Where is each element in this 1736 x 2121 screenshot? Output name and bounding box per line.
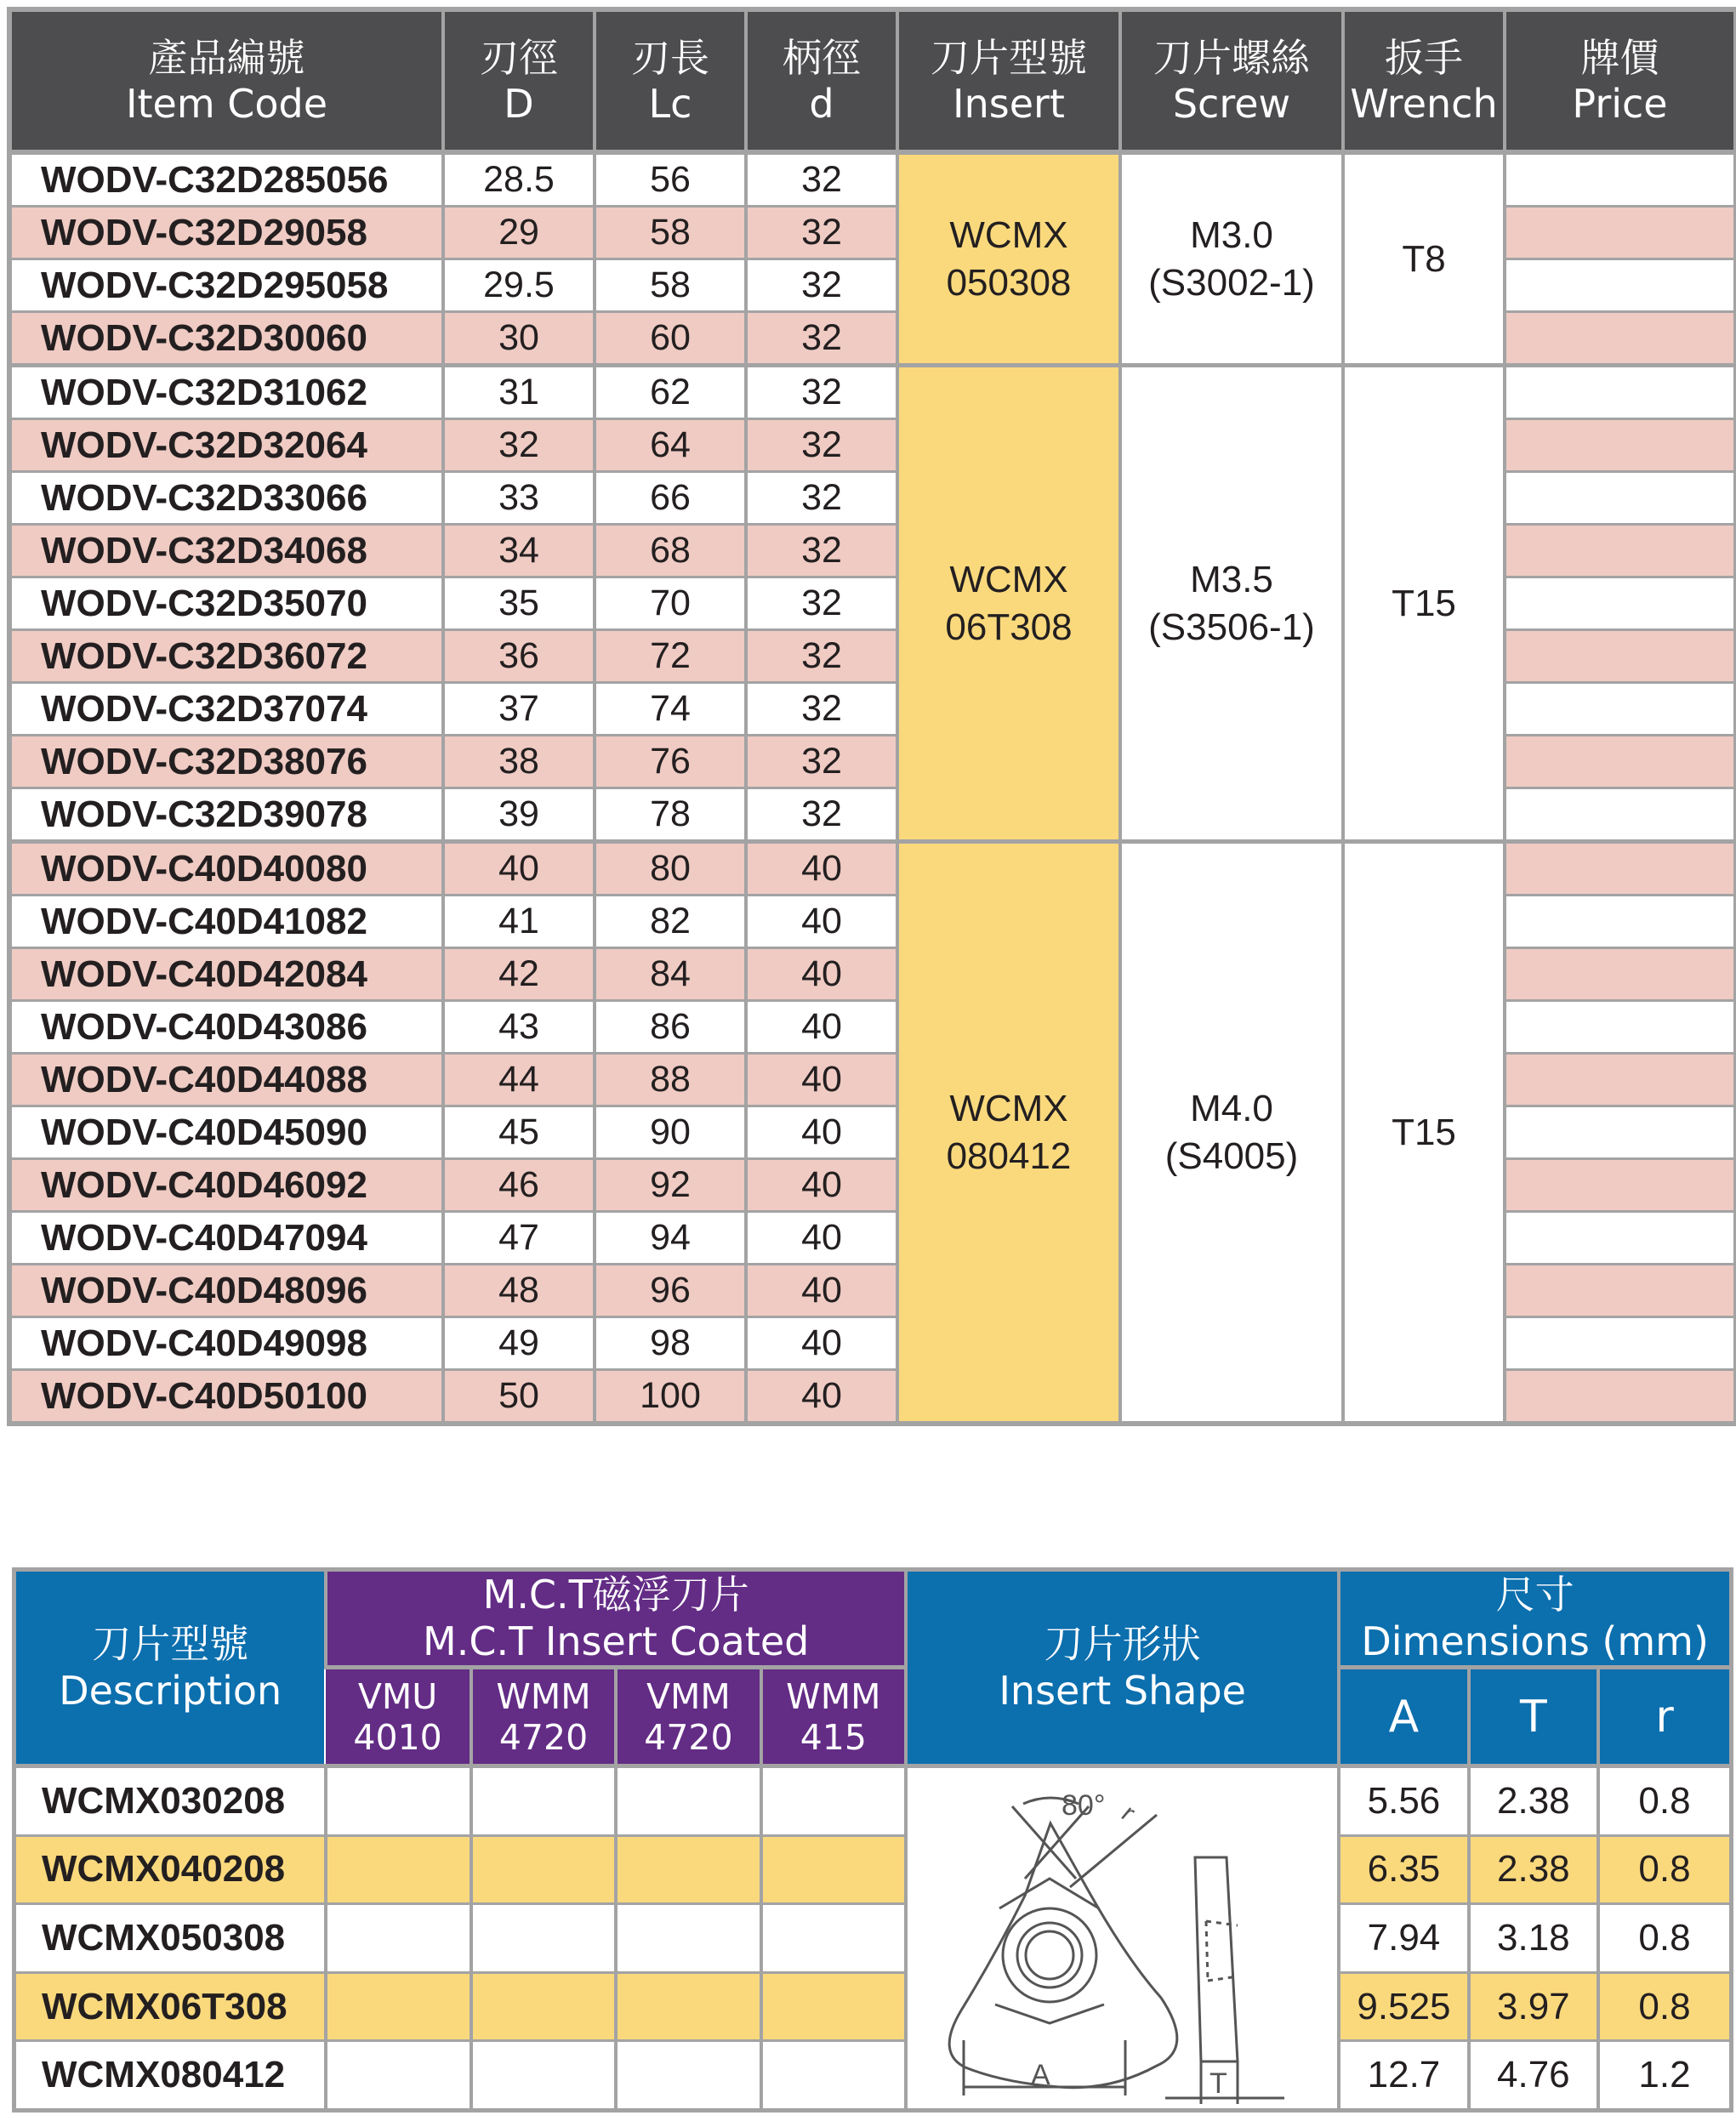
shank-cell: 32: [746, 472, 897, 525]
price-cell: [1505, 1317, 1736, 1370]
shank-cell: 40: [746, 1054, 897, 1106]
grade-cell: [471, 2041, 616, 2111]
price-cell: [1505, 525, 1736, 577]
item-code-cell: WODV-C40D40080: [9, 842, 443, 896]
dim-t-cell: 3.97: [1469, 1972, 1598, 2041]
diameter-cell: 44: [443, 1054, 595, 1106]
shank-cell: 32: [746, 736, 897, 788]
diameter-cell: 43: [443, 1001, 595, 1054]
shank-cell: 40: [746, 1106, 897, 1159]
grade-cell: [326, 2041, 470, 2111]
diameter-cell: 30: [443, 312, 595, 366]
diameter-cell: 28.5: [443, 152, 595, 207]
item-code-cell: WODV-C32D34068: [9, 525, 443, 577]
milling-cutter-spec-table: [7, 7, 1736, 1426]
radius-label: r: [1115, 1800, 1141, 1827]
grade-cell: [616, 1904, 760, 1973]
price-cell: [1505, 259, 1736, 312]
grade-cell: [471, 1904, 616, 1973]
length-cell: 84: [595, 948, 746, 1001]
wrench-cell: T15: [1343, 842, 1505, 1424]
price-cell: [1505, 1212, 1736, 1265]
price-cell: [1505, 1265, 1736, 1317]
dim-a-cell: 5.56: [1339, 1766, 1468, 1836]
dim-r-cell: 1.2: [1598, 2041, 1731, 2111]
dim-a-cell: 9.525: [1339, 1972, 1468, 2041]
price-cell: [1505, 1106, 1736, 1159]
dim-t-cell: 2.38: [1469, 1835, 1598, 1904]
length-cell: 70: [595, 577, 746, 630]
grade-cell: [761, 1835, 906, 1904]
insert-code-cell: WCMX040208: [14, 1835, 327, 1904]
item-code-cell: WODV-C32D33066: [9, 472, 443, 525]
header-grade-wmm4720: WMM 4720: [471, 1668, 616, 1766]
insert-cell-line2: 06T308: [945, 606, 1073, 648]
price-cell: [1505, 366, 1736, 419]
header-screw: 刀片螺絲 Screw: [1120, 9, 1343, 152]
diameter-cell: 46: [443, 1159, 595, 1212]
price-cell: [1505, 1370, 1736, 1424]
price-cell: [1505, 419, 1736, 472]
price-cell: [1505, 1054, 1736, 1106]
diameter-cell: 42: [443, 948, 595, 1001]
spec-table-header-row: [9, 9, 1736, 152]
angle-label: 80°: [1061, 1789, 1106, 1822]
grade-cell: [761, 2041, 906, 2111]
shank-cell: 32: [746, 366, 897, 419]
diameter-cell: 37: [443, 683, 595, 736]
shank-cell: 40: [746, 1001, 897, 1054]
table-row: [14, 2041, 1732, 2111]
grade-cell: [471, 1835, 616, 1904]
header-insert-shape: 刀片形狀 Insert Shape: [906, 1570, 1339, 1766]
dim-a-cell: 7.94: [1339, 1904, 1468, 1973]
diameter-cell: 39: [443, 788, 595, 842]
length-cell: 66: [595, 472, 746, 525]
shank-cell: 40: [746, 896, 897, 948]
dim-a-cell: 12.7: [1339, 2041, 1468, 2111]
header-price: 牌價 Price: [1505, 9, 1736, 152]
shank-cell: 32: [746, 419, 897, 472]
item-code-cell: WODV-C32D39078: [9, 788, 443, 842]
price-cell: [1505, 896, 1736, 948]
item-code-cell: WODV-C32D32064: [9, 419, 443, 472]
item-code-cell: WODV-C40D41082: [9, 896, 443, 948]
length-cell: 56: [595, 152, 746, 207]
item-code-cell: WODV-C32D38076: [9, 736, 443, 788]
length-cell: 82: [595, 896, 746, 948]
screw-cell: [1120, 366, 1343, 842]
header-shank-diameter: 柄徑 d: [746, 9, 897, 152]
shank-cell: 32: [746, 259, 897, 312]
shank-cell: 40: [746, 1159, 897, 1212]
length-cell: 64: [595, 419, 746, 472]
dim-r-cell: 0.8: [1598, 1766, 1731, 1836]
insert-cell: [897, 366, 1120, 842]
length-cell: 100: [595, 1370, 746, 1424]
grade-cell: [326, 1835, 470, 1904]
length-cell: 72: [595, 630, 746, 683]
diameter-cell: 47: [443, 1212, 595, 1265]
header-description: 刀片型號 Description: [14, 1570, 327, 1766]
diameter-cell: 33: [443, 472, 595, 525]
screw-cell-line2: (S4005): [1164, 1134, 1299, 1177]
header-grade-vmu4010: VMU 4010: [326, 1668, 470, 1766]
diameter-cell: 36: [443, 630, 595, 683]
diameter-cell: 48: [443, 1265, 595, 1317]
diameter-cell: 29.5: [443, 259, 595, 312]
item-code-cell: WODV-C32D295058: [9, 259, 443, 312]
shank-cell: 40: [746, 842, 897, 896]
grade-cell: [471, 1766, 616, 1836]
price-cell: [1505, 788, 1736, 842]
item-code-cell: WODV-C32D36072: [9, 630, 443, 683]
item-code-cell: WODV-C40D42084: [9, 948, 443, 1001]
shank-cell: 40: [746, 1265, 897, 1317]
grade-cell: [761, 1904, 906, 1973]
grade-cell: [761, 1972, 906, 2041]
length-cell: 90: [595, 1106, 746, 1159]
header-wrench: 扳手 Wrench: [1343, 9, 1505, 152]
shank-cell: 32: [746, 152, 897, 207]
length-cell: 86: [595, 1001, 746, 1054]
length-cell: 80: [595, 842, 746, 896]
price-cell: [1505, 577, 1736, 630]
length-cell: 60: [595, 312, 746, 366]
insert-spec-table: [12, 1567, 1733, 2112]
item-code-cell: WODV-C40D43086: [9, 1001, 443, 1054]
item-code-cell: WODV-C40D49098: [9, 1317, 443, 1370]
header-mct-coated: M.C.T磁浮刀片 M.C.T Insert Coated: [326, 1570, 906, 1668]
table-row: [9, 842, 1736, 896]
dim-a-cell: 6.35: [1339, 1835, 1468, 1904]
grade-cell: [616, 2041, 760, 2111]
shank-cell: 32: [746, 525, 897, 577]
diameter-cell: 32: [443, 419, 595, 472]
shank-cell: 40: [746, 1317, 897, 1370]
shank-cell: 32: [746, 683, 897, 736]
diameter-cell: 49: [443, 1317, 595, 1370]
diameter-cell: 34: [443, 525, 595, 577]
diameter-cell: 38: [443, 736, 595, 788]
price-cell: [1505, 683, 1736, 736]
dim-r-cell: 0.8: [1598, 1904, 1731, 1973]
grade-cell: [616, 1766, 760, 1836]
dim-t-cell: 3.18: [1469, 1904, 1598, 1973]
insert-cell-line1: WCMX: [949, 213, 1068, 256]
screw-cell-line1: M3.5: [1190, 558, 1273, 600]
shank-cell: 40: [746, 1212, 897, 1265]
insert-table-header-row-1: [14, 1570, 1732, 1668]
shank-cell: 32: [746, 630, 897, 683]
table-row: [9, 366, 1736, 419]
dim-t-cell: 2.38: [1469, 1766, 1598, 1836]
insert-code-cell: WCMX080412: [14, 2041, 327, 2111]
header-insert: 刀片型號 Insert: [897, 9, 1120, 152]
shank-cell: 32: [746, 207, 897, 259]
header-cutting-length: 刃長 Lc: [595, 9, 746, 152]
header-grade-wmm415: WMM 415: [761, 1668, 906, 1766]
diameter-cell: 29: [443, 207, 595, 259]
dim-r-cell: 0.8: [1598, 1835, 1731, 1904]
insert-cell-line2: 080412: [946, 1134, 1072, 1177]
header-dim-a: A: [1339, 1668, 1468, 1766]
insert-code-cell: WCMX050308: [14, 1904, 327, 1973]
diameter-cell: 35: [443, 577, 595, 630]
item-code-cell: WODV-C40D46092: [9, 1159, 443, 1212]
item-code-cell: WODV-C32D29058: [9, 207, 443, 259]
table-row: [14, 1904, 1732, 1973]
insert-code-cell: WCMX030208: [14, 1766, 327, 1836]
shank-cell: 40: [746, 948, 897, 1001]
header-grade-vmm4720: VMM 4720: [616, 1668, 760, 1766]
grade-cell: [616, 1972, 760, 2041]
length-cell: 92: [595, 1159, 746, 1212]
shank-cell: 32: [746, 577, 897, 630]
item-code-cell: WODV-C32D37074: [9, 683, 443, 736]
item-code-cell: WODV-C40D47094: [9, 1212, 443, 1265]
insert-cell-line1: WCMX: [949, 558, 1068, 600]
insert-side-view: [1195, 1857, 1238, 2061]
price-cell: [1505, 842, 1736, 896]
header-item-code: 產品編號 Item Code: [9, 9, 443, 152]
length-cell: 68: [595, 525, 746, 577]
dim-t-cell: 4.76: [1469, 2041, 1598, 2111]
length-cell: 94: [595, 1212, 746, 1265]
grade-cell: [326, 1972, 470, 2041]
insert-code-cell: WCMX06T308: [14, 1972, 327, 2041]
screw-cell: [1120, 842, 1343, 1424]
price-cell: [1505, 472, 1736, 525]
price-cell: [1505, 948, 1736, 1001]
table-row: [14, 1835, 1732, 1904]
price-cell: [1505, 736, 1736, 788]
length-cell: 62: [595, 366, 746, 419]
length-cell: 76: [595, 736, 746, 788]
item-code-cell: WODV-C40D50100: [9, 1370, 443, 1424]
grade-cell: [761, 1766, 906, 1836]
grade-cell: [471, 1972, 616, 2041]
table-row: [9, 152, 1736, 207]
wrench-cell: T8: [1343, 152, 1505, 366]
item-code-cell: WODV-C40D48096: [9, 1265, 443, 1317]
insert-shape-cell: [906, 1766, 1339, 2111]
price-cell: [1505, 630, 1736, 683]
diameter-cell: 45: [443, 1106, 595, 1159]
price-cell: [1505, 152, 1736, 207]
length-cell: 98: [595, 1317, 746, 1370]
table-row: [14, 1972, 1732, 2041]
screw-cell-line2: (S3506-1): [1148, 606, 1315, 648]
header-dim-t: T: [1469, 1668, 1598, 1766]
length-cell: 96: [595, 1265, 746, 1317]
length-cell: 58: [595, 259, 746, 312]
diameter-cell: 50: [443, 1370, 595, 1424]
item-code-cell: WODV-C32D30060: [9, 312, 443, 366]
screw-cell-line2: (S3002-1): [1148, 261, 1315, 304]
table-row: [14, 1766, 1732, 1836]
grade-cell: [326, 1766, 470, 1836]
dim-r-cell: 0.8: [1598, 1972, 1731, 2041]
length-cell: 78: [595, 788, 746, 842]
price-cell: [1505, 312, 1736, 366]
radius-leader: [1070, 1815, 1157, 1887]
price-cell: [1505, 1159, 1736, 1212]
item-code-cell: WODV-C32D35070: [9, 577, 443, 630]
header-dim-r: r: [1598, 1668, 1731, 1766]
diameter-cell: 41: [443, 896, 595, 948]
diameter-cell: 31: [443, 366, 595, 419]
item-code-cell: WODV-C32D285056: [9, 152, 443, 207]
header-dimensions: 尺寸 Dimensions (mm): [1339, 1570, 1731, 1668]
insert-cell: [897, 842, 1120, 1424]
diameter-cell: 40: [443, 842, 595, 896]
price-cell: [1505, 1001, 1736, 1054]
price-cell: [1505, 207, 1736, 259]
header-cutting-diameter: 刃徑 D: [443, 9, 595, 152]
item-code-cell: WODV-C32D31062: [9, 366, 443, 419]
grade-cell: [616, 1835, 760, 1904]
screw-cell-line1: M3.0: [1190, 213, 1273, 256]
spec-table-body: [9, 152, 1736, 1424]
item-code-cell: WODV-C40D45090: [9, 1106, 443, 1159]
length-cell: 58: [595, 207, 746, 259]
wrench-cell: T15: [1343, 366, 1505, 842]
insert-table-body: [14, 1766, 1732, 2111]
grade-cell: [326, 1904, 470, 1973]
screw-cell: [1120, 152, 1343, 366]
insert-cell-line1: WCMX: [949, 1087, 1068, 1129]
length-cell: 74: [595, 683, 746, 736]
length-cell: 88: [595, 1054, 746, 1106]
shank-cell: 32: [746, 312, 897, 366]
shank-cell: 32: [746, 788, 897, 842]
insert-cell-line2: 050308: [946, 261, 1072, 304]
shank-cell: 40: [746, 1370, 897, 1424]
item-code-cell: WODV-C40D44088: [9, 1054, 443, 1106]
dim-a-label: A: [1030, 2059, 1050, 2091]
insert-cell: [897, 152, 1120, 366]
dim-t-label: T: [1209, 2067, 1227, 2100]
insert-shape-diagram: [910, 1768, 1335, 2108]
screw-cell-line1: M4.0: [1190, 1087, 1273, 1129]
